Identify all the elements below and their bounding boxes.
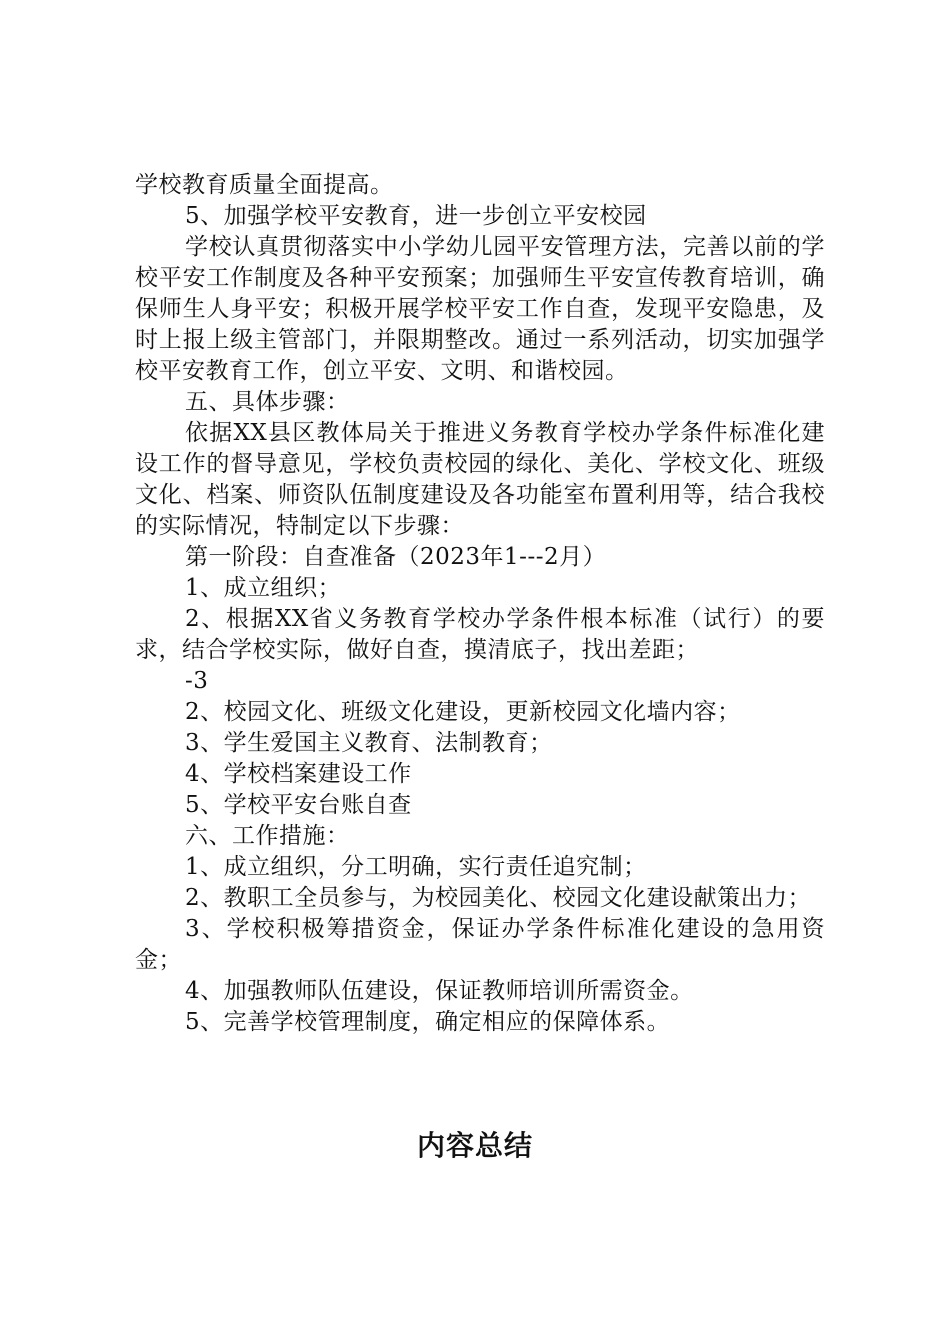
list-item: 3、学校积极筹措资金，保证办学条件标准化建设的急用资金；: [135, 916, 825, 973]
paragraph-quality-conclusion: 学校教育质量全面提高。: [135, 172, 394, 198]
list-item: 2、教职工全员参与，为校园美化、校园文化建设献策出力；: [185, 885, 812, 911]
list-item: 4、学校档案建设工作: [185, 761, 412, 787]
heading-safety-education: 5、加强学校平安教育，进一步创立平安校园: [185, 203, 647, 229]
list-item: 5、完善学校管理制度，确定相应的保障体系。: [185, 1009, 671, 1035]
list-item: 1、成立组织，分工明确，实行责任追究制；: [185, 854, 647, 880]
heading-phase-one: 第一阶段：自查准备（2023年1---2月）: [185, 544, 607, 570]
list-item: 2、根据XX省义务教育学校办学条件根本标准（试行）的要求，结合学校实际，做好自查，摸清底子，找出差距；: [135, 606, 825, 663]
paragraph-safety-measures: 学校认真贯彻落实中小学幼儿园平安管理方法，完善以前的学校平安工作制度及各种平安预案；加强师生平安宣传教育培训，确保师生人身平安；积极开展学校平安工作自查，发现平安隐患，及时上报上级主管部门，并限期整改。通过一系列活动，切实加强学校平安教育工作，创立平安、文明、和谐校园。: [135, 234, 825, 384]
list-item: 1、成立组织；: [185, 575, 342, 601]
list-item: 4、加强教师队伍建设，保证教师培训所需资金。: [185, 978, 694, 1004]
list-item: 3、学生爱国主义教育、法制教育；: [185, 730, 553, 756]
heading-work-measures: 六、工作措施：: [185, 823, 350, 849]
page-marker: -3: [185, 668, 209, 694]
list-item: 2、校园文化、班级文化建设，更新校园文化墙内容；: [185, 699, 741, 725]
list-item: 5、学校平安台账自查: [185, 792, 412, 818]
heading-specific-steps: 五、具体步骤：: [185, 389, 350, 415]
summary-title: 内容总结: [416, 1129, 533, 1162]
document-body: [135, 170, 825, 1038]
paragraph-steps-basis: 依据XX县区教体局关于推进义务教育学校办学条件标准化建设工作的督导意见，学校负责校园的绿化、美化、学校文化、班级文化、档案、师资队伍制度建设及各功能室布置利用等，结合我校的实际情况，特制定以下步骤：: [135, 420, 825, 539]
